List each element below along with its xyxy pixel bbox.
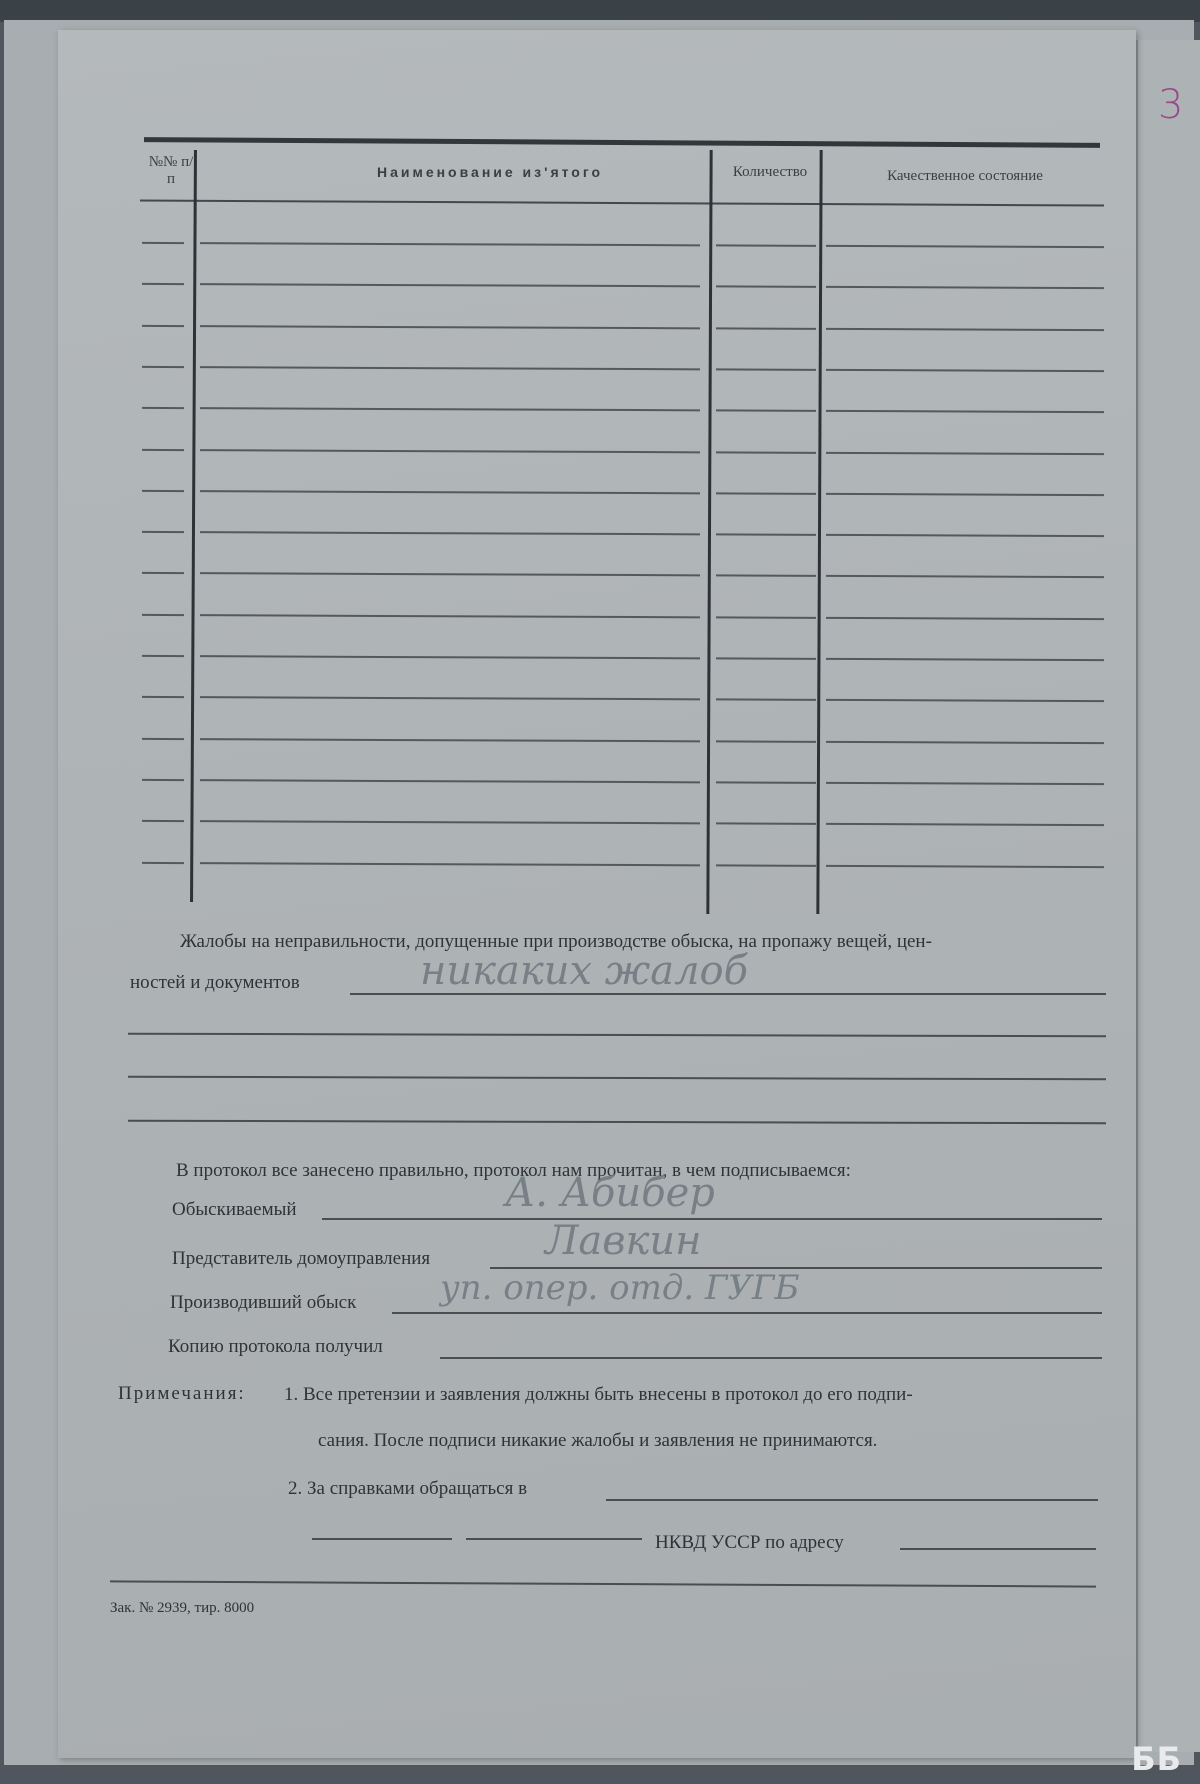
table-row bbox=[140, 531, 1108, 539]
table-cell-line bbox=[826, 575, 1104, 578]
table-cell-line bbox=[716, 244, 816, 246]
table-cell-line bbox=[200, 242, 700, 246]
table-row bbox=[140, 862, 1108, 870]
table-row bbox=[140, 572, 1108, 580]
table-cell-line bbox=[716, 285, 816, 287]
table-cell-line bbox=[200, 572, 700, 576]
table-cell-line bbox=[142, 738, 184, 740]
table-row bbox=[140, 283, 1108, 291]
th-quantity: Количество bbox=[732, 164, 808, 180]
print-order-footer: Зак. № 2939, тир. 8000 bbox=[110, 1600, 255, 1616]
table-header-rule bbox=[140, 199, 1104, 206]
address-line-a bbox=[312, 1538, 452, 1540]
table-cell-line bbox=[200, 449, 700, 453]
table-cell-line bbox=[142, 614, 184, 616]
table-row bbox=[140, 366, 1108, 374]
table-cell-line bbox=[200, 820, 700, 824]
table-cell-line bbox=[142, 366, 184, 368]
table-cell-line bbox=[716, 781, 816, 783]
table-cell-line bbox=[142, 696, 184, 698]
table-row bbox=[140, 325, 1108, 333]
table-cell-line bbox=[200, 283, 700, 287]
table-cell-line bbox=[826, 534, 1104, 537]
table-cell-line bbox=[200, 490, 700, 494]
table-cell-line bbox=[826, 452, 1104, 455]
table-cell-line bbox=[826, 699, 1104, 702]
complaints-text-line1: Жалобы на неправильности, допущенные при производстве обыска, на пропажу вещей, цен- bbox=[180, 931, 932, 952]
officer-label: Производивший обыск bbox=[170, 1292, 357, 1313]
table-cell-line bbox=[142, 449, 184, 451]
table-cell-line bbox=[716, 492, 816, 494]
note-2: 2. За справками обращаться в bbox=[288, 1478, 528, 1499]
table-cell-line bbox=[826, 617, 1104, 620]
officer-signature: уп. опер. отд. ГУГБ bbox=[440, 1268, 800, 1308]
th-condition: Качественное состояние bbox=[887, 168, 1043, 184]
table-cell-line bbox=[826, 823, 1104, 826]
address-line-b bbox=[466, 1538, 642, 1540]
table-cell-line bbox=[200, 862, 700, 866]
table-row bbox=[140, 696, 1108, 704]
nkvd-address-label: НКВД УССР по адресу bbox=[655, 1532, 844, 1553]
table-cell-line bbox=[716, 409, 816, 411]
table-cell-line bbox=[826, 286, 1104, 289]
table-cell-line bbox=[200, 779, 700, 783]
col-divider-1 bbox=[190, 150, 197, 902]
table-cell-line bbox=[826, 369, 1104, 372]
rep-label: Представитель домоуправления bbox=[172, 1248, 431, 1269]
table-cell-line bbox=[200, 531, 700, 535]
table-cell-line bbox=[142, 572, 184, 574]
complaints-handwriting: никаких жалоб bbox=[420, 948, 749, 994]
table-row bbox=[140, 614, 1108, 622]
table-cell-line bbox=[142, 407, 184, 409]
rep-signature: Лавкин bbox=[545, 1218, 702, 1264]
table-cell-line bbox=[826, 410, 1104, 413]
adjacent-page-edge bbox=[1136, 40, 1200, 1752]
officer-line bbox=[392, 1312, 1102, 1314]
searched-label: Обыскиваемый bbox=[172, 1199, 297, 1220]
seized-items-table bbox=[140, 140, 1108, 910]
table-cell-line bbox=[200, 366, 700, 370]
table-row bbox=[140, 738, 1108, 746]
th-number: №№ п/п bbox=[148, 154, 194, 187]
table-cell-line bbox=[826, 245, 1104, 248]
table-row bbox=[140, 242, 1108, 250]
table-cell-line bbox=[716, 657, 816, 659]
table-cell-line bbox=[716, 574, 816, 576]
complaints-text-line2: ностей и документов bbox=[130, 972, 300, 993]
table-cell-line bbox=[716, 740, 816, 742]
table-cell-line bbox=[716, 822, 816, 824]
table-cell-line bbox=[142, 531, 184, 533]
note-2-line bbox=[606, 1499, 1098, 1501]
table-row bbox=[140, 407, 1108, 415]
table-cell-line bbox=[826, 493, 1104, 496]
table-row bbox=[140, 655, 1108, 663]
table-row bbox=[140, 490, 1108, 498]
table-cell-line bbox=[826, 782, 1104, 785]
copy-label: Копию протокола получил bbox=[168, 1336, 383, 1357]
table-cell-line bbox=[826, 328, 1104, 331]
table-cell-line bbox=[200, 614, 700, 618]
table-cell-line bbox=[142, 242, 184, 244]
table-cell-line bbox=[826, 658, 1104, 661]
desk-background bbox=[0, 0, 1200, 22]
table-cell-line bbox=[716, 533, 816, 535]
note-1-line-a: 1. Все претензии и заявления должны быть внесены в протокол до его подпи- bbox=[284, 1384, 913, 1405]
table-cell-line bbox=[142, 490, 184, 492]
table-cell-line bbox=[716, 616, 816, 618]
table-row bbox=[140, 449, 1108, 457]
table-cell-line bbox=[142, 779, 184, 781]
table-cell-line bbox=[200, 655, 700, 659]
table-cell-line bbox=[716, 864, 816, 866]
table-cell-line bbox=[200, 696, 700, 700]
col-divider-2 bbox=[706, 150, 712, 914]
searched-signature: А. Абибер bbox=[505, 1170, 715, 1216]
col-divider-3 bbox=[816, 150, 822, 914]
table-row bbox=[140, 779, 1108, 787]
table-row bbox=[140, 820, 1108, 828]
table-cell-line bbox=[142, 820, 184, 822]
table-cell-line bbox=[716, 327, 816, 329]
table-cell-line bbox=[142, 862, 184, 864]
address-line-c bbox=[900, 1548, 1096, 1550]
table-cell-line bbox=[716, 368, 816, 370]
watermark: ББ bbox=[1131, 1740, 1182, 1778]
copy-line bbox=[440, 1357, 1102, 1359]
page-number-handwritten: 3 bbox=[1158, 82, 1184, 128]
table-cell-line bbox=[142, 283, 184, 285]
note-1-line-b: сания. После подписи никакие жалобы и заявления не принимаются. bbox=[318, 1430, 878, 1451]
table-cell-line bbox=[200, 407, 700, 411]
table-cell-line bbox=[826, 865, 1104, 868]
table-cell-line bbox=[716, 451, 816, 453]
table-cell-line bbox=[200, 738, 700, 742]
table-cell-line bbox=[142, 655, 184, 657]
table-cell-line bbox=[142, 325, 184, 327]
table-cell-line bbox=[826, 741, 1104, 744]
table-cell-line bbox=[200, 325, 700, 329]
table-cell-line bbox=[716, 698, 816, 700]
th-item-name: Наименование из'ятого bbox=[376, 164, 604, 180]
searched-line bbox=[322, 1218, 1102, 1220]
signatures-intro: В протокол все занесено правильно, протокол нам прочитан, в чем подписываемся: bbox=[176, 1160, 851, 1181]
notes-title: Примечания: bbox=[118, 1383, 246, 1404]
